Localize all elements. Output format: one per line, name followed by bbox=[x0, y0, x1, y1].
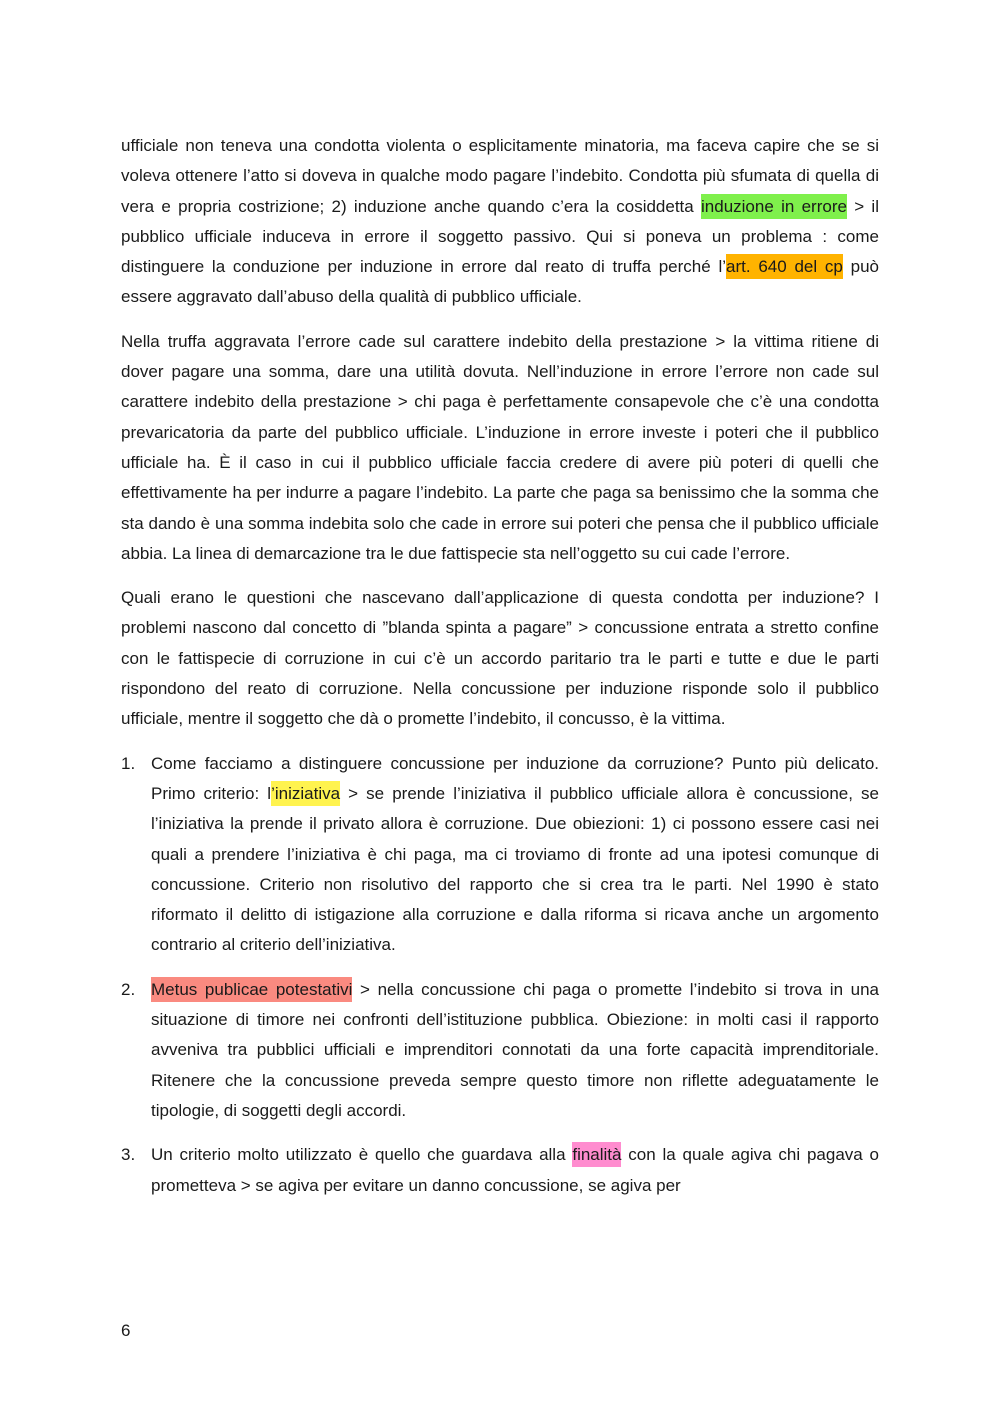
criteria-list bbox=[121, 749, 879, 1201]
document-body bbox=[121, 131, 879, 1215]
text-segment: ufficiale non teneva una condotta violenta o esplicitamente minatoria, ma faceva capire che se si voleva ottenere l’atto si doveva in qualche modo pagare l’indebito. Condotta più sfumata di quella di vera e propria costrizione; 2) induzione anche quando c’era la cosiddetta bbox=[121, 136, 879, 216]
text-segment: può essere aggravato dall’abuso della qualità di pubblico ufficiale. bbox=[121, 257, 879, 307]
highlight-art-640: art. 640 del cp bbox=[726, 254, 843, 279]
list-number: 2. bbox=[121, 979, 136, 999]
highlight-iniziativa: ’iniziativa bbox=[271, 781, 340, 806]
list-item bbox=[121, 749, 879, 961]
text-segment: Quali erano le questioni che nascevano dall’applicazione di questa condotta per induzione? I problemi nascono dal concetto di ”blanda spinta a pagare” > concussione entrata a stretto confine con le fattispecie di corruzione in cui c’è un accordo paritario tra le parti e tutte e due le parti rispondono del reato di corruzione. Nella concussione per induzione risponde solo il pubblico ufficiale, mentre il soggetto che dà o promette l’indebito, il concusso, è la vittima. bbox=[121, 588, 879, 729]
text-segment: > se prende l’iniziativa il pubblico ufficiale allora è concussione, se l’iniziativa la prende il privato allora è corruzione. Due obiezioni: 1) ci possono essere casi nei quali a prendere l’iniziativa è chi paga, ma ci troviamo di fronte ad una ipotesi comunque di concussione. Criterio non risolutivo del rapporto che si crea tra le parti. Nel 1990 è stato riformato il delitto di istigazione alla corruzione e dalla riforma si ricava anche un argomento contrario al criterio dell’iniziativa. bbox=[151, 783, 879, 955]
paragraph-1 bbox=[121, 131, 879, 313]
list-number: 1. bbox=[121, 753, 136, 773]
highlight-induzione-in-errore: induzione in errore bbox=[701, 194, 847, 219]
paragraph-3 bbox=[121, 583, 879, 734]
list-number: 3. bbox=[121, 1145, 136, 1165]
highlight-metus: Metus publicae potestativi bbox=[151, 977, 352, 1002]
text-segment: Nella truffa aggravata l’errore cade sul carattere indebito della prestazione > la vittima ritiene di dover pagare una somma, dare una utilità dovuta. Nell’induzione in errore l’errore non cade sul carattere indebito della prestazione > chi paga è perfettamente consapevole che c’è una condotta prevaricatoria da parte del pubblico ufficiale. L’induzione in errore investe i poteri che il pubblico ufficiale ha. È il caso in cui il pubblico ufficiale faccia credere di avere più poteri di quelli che effettivamente ha per indurre a pagare l’indebito. La parte che paga sa benissimo che la somma che sta dando è una somma indebita solo che cade in errore sui poteri che pensa che il pubblico ufficiale abbia. La linea di demarcazione tra le due fattispecie sta nell’oggetto su cui cade l’errore. bbox=[121, 331, 879, 563]
list-item bbox=[121, 975, 879, 1126]
text-segment: > nella concussione chi paga o promette l’indebito si trova in una situazione di timore nei confronti dell’istituzione pubblica. Obiezione: in molti casi il rapporto avveniva tra pubblici ufficiali e imprenditori connotati da una forte capacità imprenditoriale. Ritenere che la concussione preveda sempre questo timore non riflette adeguatamente le tipologie, di soggetti degli accordi. bbox=[151, 979, 880, 1120]
page-number: 6 bbox=[121, 1321, 131, 1340]
text-segment: Come facciamo a distinguere concussione per induzione da corruzione? Punto più delicato. Primo criterio: l bbox=[151, 753, 879, 803]
text-segment: con la quale agiva chi pagava o prometteva > se agiva per evitare un danno concussione, se agiva per bbox=[151, 1145, 879, 1195]
highlight-finalita: finalità bbox=[572, 1142, 621, 1167]
text-segment: Un criterio molto utilizzato è quello che guardava alla bbox=[151, 1145, 573, 1165]
text-segment: > il pubblico ufficiale induceva in errore il soggetto passivo. Qui si poneva un problema : come distinguere la conduzione per induzione in errore dal reato di truffa perché l’ bbox=[121, 196, 879, 277]
list-item bbox=[121, 1140, 879, 1201]
paragraph-2 bbox=[121, 327, 879, 569]
